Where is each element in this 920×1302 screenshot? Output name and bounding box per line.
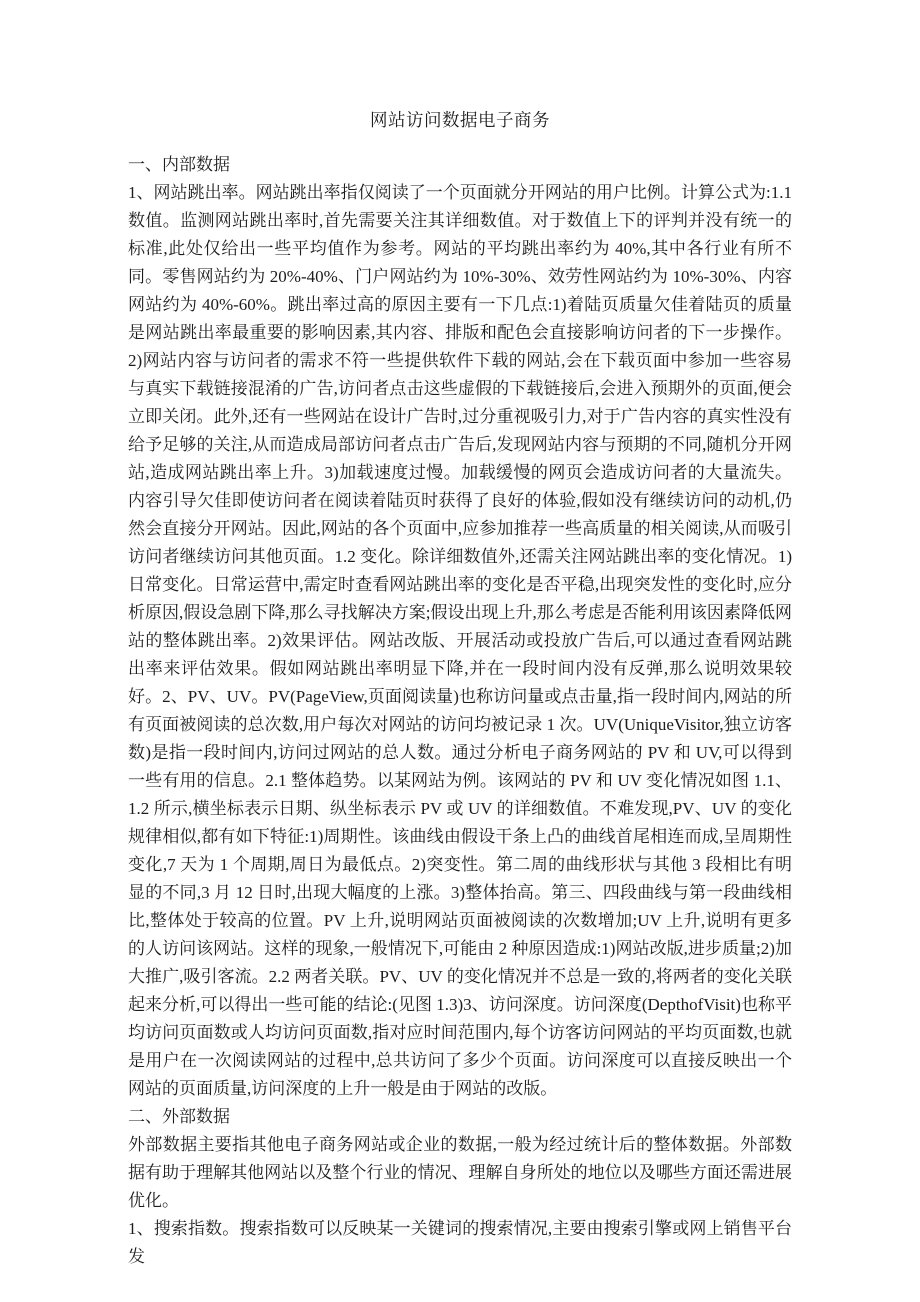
section-heading-internal-data: 一、内部数据: [128, 155, 230, 174]
paragraph-external-data-intro: 外部数据主要指其他电子商务网站或企业的数据,一般为经过统计后的整体数据。外部数据有助于理解其他网站以及整个行业的情况、理解自身所处的地位以及哪些方面还需进展优化。: [128, 1135, 792, 1210]
paragraph-internal-data: 1、网站跳出率。网站跳出率指仅阅读了一个页面就分开网站的用户比例。计算公式为:1.1 数值。监测网站跳出率时,首先需要关注其详细数值。对于数值上下的评判并没有统一的标准,此处仅给出一些平均值作为参考。网站的平均跳出率约为 40%,其中各行业有所不同。零售网站约为 20%-40%、门户网站约为 10%-30%、效劳性网站约为 10%-30%、内容网站约为 40%-60%。跳出率过高的原因主要有一下几点:1)着陆页质量欠佳着陆页的质量是网站跳出率最重要的影响因素,其内容、排版和配色会直接影响访问者的下一步操作。2)网站内容与访问者的需求不符一些提供软件下载的网站,会在下载页面中参加一些容易与真实下载链接混淆的广告,访问者点击这些虚假的下载链接后,会进入预期外的页面,便会立即关闭。此外,还有一些网站在设计广告时,过分重视吸引力,对于广告内容的真实性没有给予足够的关注,从而造成局部访问者点击广告后,发现网站内容与预期的不同,随机分开网站,造成网站跳出率上升。3)加载速度过慢。加载缓慢的网页会造成访问者的大量流失。内容引导欠佳即使访问者在阅读着陆页时获得了良好的体验,假如没有继续访问的动机,仍然会直接分开网站。因此,网站的各个页面中,应参加推荐一些高质量的相关阅读,从而吸引访问者继续访问其他页面。1.2 变化。除详细数值外,还需关注网站跳出率的变化情况。1)日常变化。日常运营中,需定时查看网站跳出率的变化是否平稳,出现突发性的变化时,应分析原因,假设急剧下降,那么寻找解决方案;假设出现上升,那么考虑是否能利用该因素降低网站的整体跳出率。2)效果评估。网站改版、开展活动或投放广告后,可以通过查看网站跳出率来评估效果。假如网站跳出率明显下降,并在一段时间内没有反弹,那么说明效果较好。2、PV、UV。PV(PageView,页面阅读量)也称访问量或点击量,指一段时间内,网站的所有页面被阅读的总次数,用户每次对网站的访问均被记录 1 次。UV(UniqueVisitor,独立访客数)是指一段时间内,访问过网站的总人数。通过分析电子商务网站的 PV 和 UV,可以得到一些有用的信息。2.1 整体趋势。以某网站为例。该网站的 PV 和 UV 变化情况如图 1.1、1.2 所示,横坐标表示日期、纵坐标表示 PV 或 UV 的详细数值。不难发现,PV、UV 的变化规律相似,都有如下特征:1)周期性。该曲线由假设干条上凸的曲线首尾相连而成,呈周期性变化,7 天为 1 个周期,周日为最低点。2)突变性。第二周的曲线形状与其他 3 段相比有明显的不同,3 月 12 日时,出现大幅度的上涨。3)整体抬高。第三、四段曲线与第一段曲线相比,整体处于较高的位置。PV 上升,说明网站页面被阅读的次数增加;UV 上升,说明有更多的人访问该网站。这样的现象,一般情况下,可能由 2 种原因造成:1)网站改版,进步质量;2)加大推广,吸引客流。2.2 两者关联。PV、UV 的变化情况并不总是一致的,将两者的变化关联起来分析,可以得出一些可能的结论:(见图 1.3)3、访问深度。访问深度(DepthofVisit)也称平均访问页面数或人均访问页面数,指对应时间范围内,每个访客访问网站的平均页面数,也就是用户在一次阅读网站的过程中,总共访问了多少个页面。访问深度可以直接反映出一个网站的页面质量,访问深度的上升一般是由于网站的改版。: [128, 183, 792, 1098]
document-title: 网站访问数据电子商务: [370, 110, 550, 130]
paragraph-search-index: 1、搜索指数。搜索指数可以反映某一关键词的搜索情况,主要由搜索引擎或网上销售平台发: [128, 1219, 792, 1266]
section-heading-external-data: 二、外部数据: [128, 1107, 230, 1126]
